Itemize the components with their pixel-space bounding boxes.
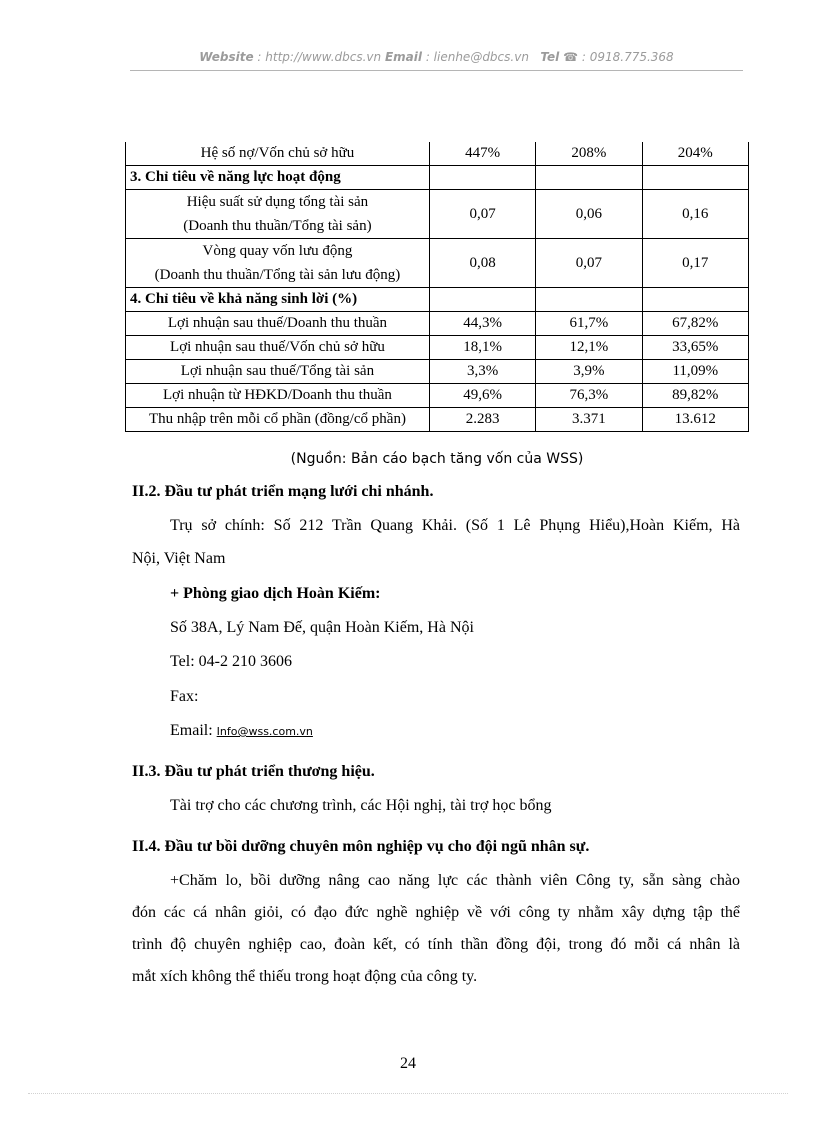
row-label <box>126 239 430 288</box>
email-label: Email <box>384 50 422 64</box>
tel-sep: : <box>578 50 590 64</box>
section-title-staff-training: II.4. Đầu tư bồi dưỡng chuyên môn nghiệp vụ cho đội ngũ nhân sự. <box>132 838 590 855</box>
table-row <box>126 239 749 288</box>
value-cell: 67,82% <box>642 312 748 336</box>
value-cell: 11,09% <box>642 360 748 384</box>
row-label: Thu nhập trên mỗi cổ phần (đồng/cổ phần) <box>126 408 430 432</box>
row-label: 4. Chỉ tiêu về khả năng sinh lời (%) <box>126 288 430 312</box>
row-label-line-2: (Doanh thu thuần/Tổng tài sản) <box>183 218 372 234</box>
value-cell: 3.371 <box>536 408 642 432</box>
branch-fax: Fax: <box>170 688 199 705</box>
row-label: Hệ số nợ/Vốn chủ sở hữu <box>126 142 430 166</box>
header-divider <box>130 70 743 71</box>
value-cell: 3,3% <box>429 360 535 384</box>
value-cell <box>429 166 535 190</box>
email-sep: : <box>422 50 434 64</box>
tel-label: Tel <box>540 50 560 64</box>
table-row <box>126 384 749 408</box>
row-label: Lợi nhuận sau thuế/Tổng tài sản <box>126 360 430 384</box>
headquarters-line-1: Trụ sở chính: Số 212 Trần Quang Khải. (Số 1 Lê Phụng Hiểu),Hoàn Kiếm, Hà <box>170 517 740 534</box>
table-row <box>126 360 749 384</box>
value-cell: 61,7% <box>536 312 642 336</box>
page-number: 24 <box>400 1055 416 1072</box>
staff-training-line-2: đón các cá nhân giỏi, có đạo đức nghề nghiệp về với công ty nhằm xây dựng tập thể <box>132 904 740 921</box>
branch-tel: Tel: 04-2 210 3606 <box>170 653 292 670</box>
value-cell: 0,08 <box>429 239 535 288</box>
value-cell: 0,17 <box>642 239 748 288</box>
branch-address: Số 38A, Lý Nam Đế, quận Hoàn Kiếm, Hà Nội <box>170 619 474 636</box>
row-label: 3. Chỉ tiêu về năng lực hoạt động <box>126 166 430 190</box>
value-cell <box>429 288 535 312</box>
section-title-branch-network: II.2. Đầu tư phát triển mạng lưới chi nhánh. <box>132 483 434 500</box>
staff-training-line-4: mắt xích không thể thiếu trong hoạt động của công ty. <box>132 968 478 985</box>
page-header <box>130 50 743 64</box>
value-cell <box>642 166 748 190</box>
table-row <box>126 408 749 432</box>
brand-text: Tài trợ cho các chương trình, các Hội nghị, tài trợ học bổng <box>170 797 552 814</box>
row-label: Lợi nhuận sau thuế/Vốn chủ sở hữu <box>126 336 430 360</box>
branch-title: + Phòng giao dịch Hoàn Kiếm: <box>170 585 381 602</box>
value-cell: 33,65% <box>642 336 748 360</box>
value-cell: 12,1% <box>536 336 642 360</box>
section-row <box>126 166 749 190</box>
tel-number: 0918.775.368 <box>589 50 674 64</box>
staff-training-line-1: +Chăm lo, bồi dưỡng nâng cao năng lực các thành viên Công ty, sẵn sàng chào <box>170 872 740 889</box>
value-cell: 0,06 <box>536 190 642 239</box>
value-cell: 44,3% <box>429 312 535 336</box>
email-address[interactable]: lienhe@dbcs.vn <box>433 50 529 64</box>
row-label-line-1: Vòng quay vốn lưu động <box>202 243 353 259</box>
financial-ratios-table <box>125 142 749 432</box>
website-sep: : <box>253 50 266 64</box>
branch-email-label: Email: <box>170 722 213 739</box>
row-label: Lợi nhuận sau thuế/Doanh thu thuần <box>126 312 430 336</box>
footer-divider <box>28 1093 788 1094</box>
row-label-line-1: Hiệu suất sử dụng tổng tài sản <box>186 194 369 210</box>
table-source-note: (Nguồn: Bản cáo bạch tăng vốn của WSS) <box>290 451 584 467</box>
table-row <box>126 336 749 360</box>
branch-email-link[interactable]: Info@wss.com.vn <box>216 725 313 738</box>
value-cell <box>536 166 642 190</box>
table-row <box>126 312 749 336</box>
website-url[interactable]: http://www.dbcs.vn <box>265 50 382 64</box>
row-label-line-2: (Doanh thu thuần/Tổng tài sản lưu động) <box>154 267 401 283</box>
value-cell <box>536 288 642 312</box>
value-cell: 3,9% <box>536 360 642 384</box>
value-cell: 18,1% <box>429 336 535 360</box>
value-cell: 0,07 <box>429 190 535 239</box>
value-cell: 204% <box>642 142 748 166</box>
value-cell <box>642 288 748 312</box>
branch-email <box>170 722 313 740</box>
row-label: Lợi nhuận từ HĐKD/Doanh thu thuần <box>126 384 430 408</box>
value-cell: 447% <box>429 142 535 166</box>
value-cell: 208% <box>536 142 642 166</box>
headquarters-line-2: Nội, Việt Nam <box>132 550 226 567</box>
section-row <box>126 288 749 312</box>
phone-icon: ☎ <box>563 50 579 64</box>
value-cell: 0,07 <box>536 239 642 288</box>
row-label <box>126 190 430 239</box>
table-row <box>126 142 749 166</box>
value-cell: 2.283 <box>429 408 535 432</box>
website-label: Website <box>199 50 254 64</box>
section-title-brand: II.3. Đầu tư phát triển thương hiệu. <box>132 763 375 780</box>
table-row <box>126 190 749 239</box>
value-cell: 76,3% <box>536 384 642 408</box>
value-cell: 49,6% <box>429 384 535 408</box>
value-cell: 0,16 <box>642 190 748 239</box>
value-cell: 89,82% <box>642 384 748 408</box>
value-cell: 13.612 <box>642 408 748 432</box>
financial-ratios-body <box>126 142 749 432</box>
staff-training-line-3: trình độ chuyên nghiệp cao, đoàn kết, có tính thần đồng đội, trong đó mỗi cá nhân là <box>132 936 740 953</box>
